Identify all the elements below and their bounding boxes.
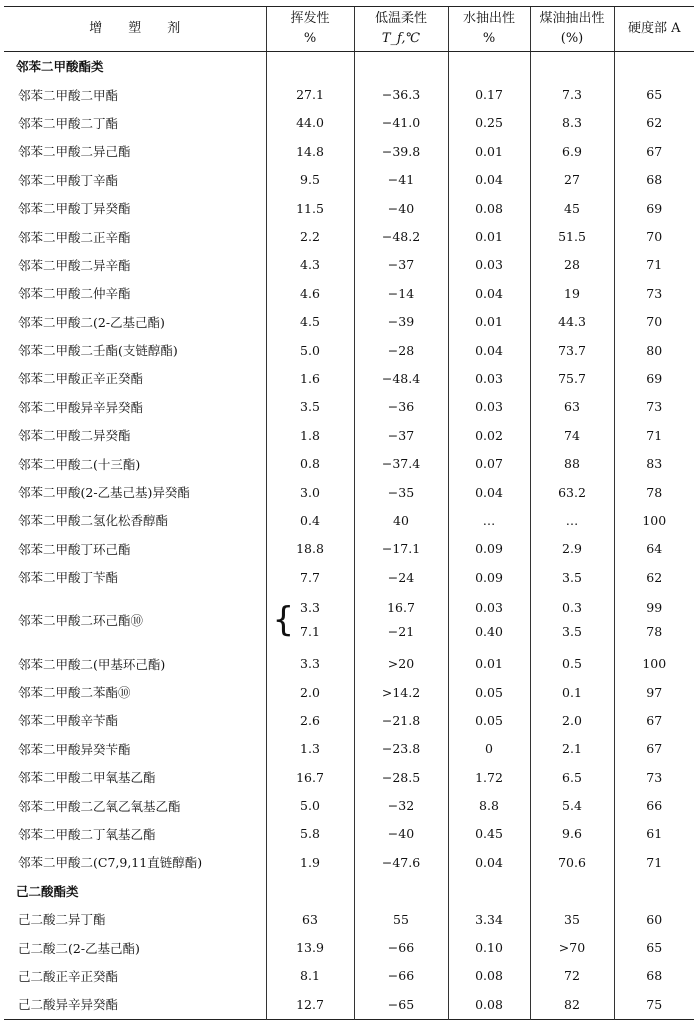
low-temp-cell: −41 — [354, 166, 448, 194]
low-temp-cell: −36.3 — [354, 80, 448, 108]
hardness-cell — [614, 591, 694, 649]
low-temp-cell: −47.6 — [354, 848, 448, 876]
kerosene-extraction-cell: 63.2 — [530, 478, 614, 506]
low-temp-cell: −21.8 — [354, 706, 448, 734]
hardness-cell: 80 — [614, 336, 694, 364]
hardness-cell: 71 — [614, 421, 694, 449]
table-row — [4, 80, 694, 108]
hardness-cell: 73 — [614, 279, 694, 307]
volatility-cell: 18.8 — [266, 535, 354, 563]
table-row — [4, 109, 694, 137]
water-extraction-cell: 1.72 — [448, 763, 530, 791]
kerosene-extraction-cell: 5.4 — [530, 791, 614, 819]
plasticizer-table-container — [4, 6, 694, 1020]
volatility-cell: 0.8 — [266, 449, 354, 477]
hardness-cell: 64 — [614, 535, 694, 563]
empty-cell — [530, 52, 614, 81]
table-row — [4, 678, 694, 706]
low-temp-cell: −66 — [354, 933, 448, 961]
plasticizer-name: 己二酸正辛正癸酯 — [18, 968, 119, 984]
low-temp-cell: −28.5 — [354, 763, 448, 791]
water-extraction-cell: 0.01 — [448, 649, 530, 677]
water-extraction-cell: 0.08 — [448, 194, 530, 222]
kerosene-extraction-cell: 70.6 — [530, 848, 614, 876]
volatility-cell: 2.2 — [266, 222, 354, 250]
kerosene-extraction-cell: 0.5 — [530, 649, 614, 677]
volatility-cell: 4.3 — [266, 251, 354, 279]
low-temp-cell: −39 — [354, 308, 448, 336]
water-extraction-cell: 0.01 — [448, 137, 530, 165]
water-extraction-cell: 0.04 — [448, 848, 530, 876]
low-temp-cell: −48.2 — [354, 222, 448, 250]
water-extraction-cell: 0.05 — [448, 678, 530, 706]
hardness-cell: 70 — [614, 308, 694, 336]
table-row — [4, 848, 694, 876]
plasticizer-name: 邻苯二甲酸异辛异癸酯 — [18, 399, 144, 415]
kerosene-extraction-cell: 72 — [530, 962, 614, 990]
volatility-cell: 5.0 — [266, 791, 354, 819]
water-extraction-cell: 0.10 — [448, 933, 530, 961]
plasticizer-name: 邻苯二甲酸二壬酯(支链醇酯) — [18, 343, 178, 359]
hardness-cell: 97 — [614, 678, 694, 706]
water-extraction-cell: 0.03 — [448, 364, 530, 392]
hardness-cell: 69 — [614, 194, 694, 222]
hardness-cell: 71 — [614, 848, 694, 876]
hardness-cell: 66 — [614, 791, 694, 819]
empty-cell — [614, 877, 694, 905]
header-low-temp-flexibility: 低温柔性 T_f,℃ — [354, 7, 448, 52]
hardness-cell: 68 — [614, 166, 694, 194]
kerosene-extraction-cell: 28 — [530, 251, 614, 279]
kerosene-extraction-cell: … — [530, 506, 614, 534]
header-hardness: 硬度部 A — [614, 7, 694, 52]
plasticizer-name: 邻苯二甲酸异癸苄酯 — [18, 741, 131, 757]
volatility-cell: 16.7 — [266, 763, 354, 791]
water-extraction-cell — [448, 591, 530, 649]
plasticizer-name: 邻苯二甲酸二甲氧基乙酯 — [18, 770, 156, 786]
table-row — [4, 706, 694, 734]
hardness-cell: 100 — [614, 649, 694, 677]
table-row — [4, 535, 694, 563]
kerosene-extraction-cell: 2.9 — [530, 535, 614, 563]
water-extraction-cell: 0.08 — [448, 990, 530, 1019]
table-row — [4, 137, 694, 165]
kerosene-extraction-cell: 2.1 — [530, 735, 614, 763]
hardness-cell: 65 — [614, 80, 694, 108]
water-extraction-cell: 0.17 — [448, 80, 530, 108]
plasticizer-name: 邻苯二甲酸二(甲基环己酯) — [18, 656, 166, 672]
hardness-cell: 73 — [614, 393, 694, 421]
hardness-cell: 65 — [614, 933, 694, 961]
plasticizer-name: 邻苯二甲酸二异辛酯 — [18, 257, 131, 273]
plasticizer-name: 己二酸二异丁酯 — [18, 912, 106, 928]
table-row — [4, 649, 694, 677]
table-row — [4, 933, 694, 961]
empty-cell — [448, 877, 530, 905]
kerosene-extraction-cell: 9.6 — [530, 820, 614, 848]
volatility-cell: 0.4 — [266, 506, 354, 534]
hardness-value: 78 — [646, 624, 663, 640]
table-header — [4, 7, 694, 52]
hardness-cell: 75 — [614, 990, 694, 1019]
volatility-cell: 13.9 — [266, 933, 354, 961]
hardness-cell: 67 — [614, 706, 694, 734]
empty-cell — [614, 52, 694, 81]
empty-cell — [530, 877, 614, 905]
water-extraction-cell: 0.04 — [448, 279, 530, 307]
low-temp-cell: >14.2 — [354, 678, 448, 706]
volatility-cell: 1.6 — [266, 364, 354, 392]
table-row — [4, 251, 694, 279]
water-extraction-cell: 0.08 — [448, 962, 530, 990]
empty-cell — [354, 877, 448, 905]
plasticizer-name: 邻苯二甲酸二甲酯 — [18, 87, 119, 103]
water-extraction-cell: 3.34 — [448, 905, 530, 933]
kerosene-extraction-cell: 75.7 — [530, 364, 614, 392]
table-row — [4, 478, 694, 506]
plasticizer-name: 邻苯二甲酸二异癸酯 — [18, 428, 131, 444]
plasticizer-properties-table — [4, 6, 694, 1020]
hardness-cell: 61 — [614, 820, 694, 848]
water-extraction-cell: 0.03 — [448, 393, 530, 421]
kerosene-extraction-cell: 6.9 — [530, 137, 614, 165]
volatility-cell: 1.3 — [266, 735, 354, 763]
volatility-cell: 4.5 — [266, 308, 354, 336]
kerosene-extraction-cell: 73.7 — [530, 336, 614, 364]
table-row — [4, 735, 694, 763]
low-temp-cell: −48.4 — [354, 364, 448, 392]
plasticizer-name: 邻苯二甲酸二(C7,9,11直链醇酯) — [18, 855, 203, 871]
kerosene-extraction-cell: 63 — [530, 393, 614, 421]
table-row — [4, 563, 694, 591]
volatility-cell: 27.1 — [266, 80, 354, 108]
plasticizer-name: 邻苯二甲酸正辛正癸酯 — [18, 371, 144, 387]
volatility-cell: 8.1 — [266, 962, 354, 990]
table-row — [4, 591, 694, 649]
low-temp-cell: −36 — [354, 393, 448, 421]
hardness-cell: 69 — [614, 364, 694, 392]
water-extraction-cell: 0.05 — [448, 706, 530, 734]
plasticizer-name: 邻苯二甲酸丁异癸酯 — [18, 201, 131, 217]
hardness-cell: 78 — [614, 478, 694, 506]
kerosene-extraction-cell: 19 — [530, 279, 614, 307]
water-extraction-cell: … — [448, 506, 530, 534]
plasticizer-name: 邻苯二甲酸(2-乙基己基)异癸酯 — [18, 485, 190, 501]
kerosene-extraction-cell: 27 — [530, 166, 614, 194]
water-extraction-cell: 0.04 — [448, 478, 530, 506]
plasticizer-name: 邻苯二甲酸辛苄酯 — [18, 713, 119, 729]
table-row — [4, 279, 694, 307]
volatility-cell: 14.8 — [266, 137, 354, 165]
kerosene-extraction-cell: 35 — [530, 905, 614, 933]
volatility-cell: 9.5 — [266, 166, 354, 194]
plasticizer-name: 邻苯二甲酸二(十三酯) — [18, 456, 141, 472]
volatility-cell: 12.7 — [266, 990, 354, 1019]
section-title: 己二酸酯类 — [16, 883, 79, 899]
volatility-cell: 3.3 — [266, 649, 354, 677]
plasticizer-name: 邻苯二甲酸二丁氧基乙酯 — [18, 826, 156, 842]
water-extraction-cell: 0.45 — [448, 820, 530, 848]
empty-cell — [266, 52, 354, 81]
water-extraction-cell: 0.25 — [448, 109, 530, 137]
kerosene-extraction-cell: 6.5 — [530, 763, 614, 791]
hardness-cell: 60 — [614, 905, 694, 933]
plasticizer-name: 己二酸二(2-乙基己酯) — [18, 940, 140, 956]
plasticizer-name: 邻苯二甲酸二(2-乙基己酯) — [18, 314, 165, 330]
plasticizer-name: 邻苯二甲酸二氢化松香醇酯 — [18, 513, 169, 529]
water-extraction-cell: 0.04 — [448, 166, 530, 194]
volatility-cell: 63 — [266, 905, 354, 933]
low-temp-cell: −40 — [354, 194, 448, 222]
low-temp-cell: 55 — [354, 905, 448, 933]
water-extraction-cell: 0.09 — [448, 563, 530, 591]
low-temp-value: 16.7 — [387, 600, 415, 616]
table-row — [4, 449, 694, 477]
table-row — [4, 166, 694, 194]
kerosene-extraction-cell: 8.3 — [530, 109, 614, 137]
empty-cell — [448, 52, 530, 81]
plasticizer-name: 邻苯二甲酸丁苄酯 — [18, 570, 119, 586]
volatility-cell: 3.0 — [266, 478, 354, 506]
low-temp-cell: −66 — [354, 962, 448, 990]
low-temp-cell: −37 — [354, 421, 448, 449]
kerosene-extraction-cell: 2.0 — [530, 706, 614, 734]
kerosene-extraction-cell: 74 — [530, 421, 614, 449]
low-temp-cell: −24 — [354, 563, 448, 591]
plasticizer-name: 己二酸异辛异癸酯 — [18, 997, 119, 1013]
table-row — [4, 820, 694, 848]
hardness-cell: 67 — [614, 735, 694, 763]
kerosene-extraction-cell: 3.5 — [530, 563, 614, 591]
water-extraction-cell: 0 — [448, 735, 530, 763]
water-extraction-value: 0.40 — [475, 624, 503, 640]
header-plasticizer: 增 塑 剂 — [4, 7, 266, 52]
table-row — [4, 336, 694, 364]
table-row — [4, 308, 694, 336]
kerosene-extraction-value: 3.5 — [562, 624, 582, 640]
hardness-cell: 100 — [614, 506, 694, 534]
kerosene-extraction-cell: >70 — [530, 933, 614, 961]
plasticizer-name: 邻苯二甲酸二丁酯 — [18, 115, 119, 131]
header-kerosene-extraction: 煤油抽出性 (%) — [530, 7, 614, 52]
table-row — [4, 506, 694, 534]
plasticizer-name: 邻苯二甲酸二异己酯 — [18, 144, 131, 160]
low-temp-cell: −17.1 — [354, 535, 448, 563]
water-extraction-cell: 0.02 — [448, 421, 530, 449]
volatility-cell: 44.0 — [266, 109, 354, 137]
kerosene-extraction-cell — [530, 591, 614, 649]
section-row — [4, 52, 694, 81]
water-extraction-cell: 0.01 — [448, 222, 530, 250]
low-temp-value: −21 — [387, 624, 415, 640]
plasticizer-name: 邻苯二甲酸二环己酯⑩ — [18, 613, 144, 629]
low-temp-cell: −28 — [354, 336, 448, 364]
volatility-value: 7.1 — [300, 624, 320, 640]
low-temp-cell: −14 — [354, 279, 448, 307]
table-body — [4, 52, 694, 1020]
brace-mark: { — [272, 600, 295, 641]
low-temp-cell: −39.8 — [354, 137, 448, 165]
low-temp-cell: −65 — [354, 990, 448, 1019]
hardness-cell: 70 — [614, 222, 694, 250]
low-temp-cell: −32 — [354, 791, 448, 819]
volatility-cell: 7.7 — [266, 563, 354, 591]
header-volatility: 挥发性 % — [266, 7, 354, 52]
section-title: 邻苯二甲酸酯类 — [16, 59, 104, 75]
plasticizer-name: 邻苯二甲酸二苯酯⑩ — [18, 685, 131, 700]
kerosene-extraction-cell: 82 — [530, 990, 614, 1019]
volatility-cell: 2.0 — [266, 678, 354, 706]
header-water-extraction: 水抽出性 % — [448, 7, 530, 52]
volatility-cell: 1.8 — [266, 421, 354, 449]
kerosene-extraction-value: 0.3 — [562, 600, 582, 616]
plasticizer-name: 邻苯二甲酸二正辛酯 — [18, 229, 131, 245]
water-extraction-cell: 0.04 — [448, 336, 530, 364]
hardness-cell: 68 — [614, 962, 694, 990]
volatility-cell: 11.5 — [266, 194, 354, 222]
kerosene-extraction-cell: 7.3 — [530, 80, 614, 108]
table-row — [4, 222, 694, 250]
low-temp-cell: −37 — [354, 251, 448, 279]
water-extraction-value: 0.03 — [475, 600, 503, 616]
section-row — [4, 877, 694, 905]
volatility-cell: 5.0 — [266, 336, 354, 364]
water-extraction-cell: 8.8 — [448, 791, 530, 819]
kerosene-extraction-cell: 51.5 — [530, 222, 614, 250]
hardness-cell: 73 — [614, 763, 694, 791]
empty-cell — [266, 877, 354, 905]
volatility-cell: 4.6 — [266, 279, 354, 307]
table-row — [4, 905, 694, 933]
table-row — [4, 791, 694, 819]
volatility-value: 3.3 — [300, 600, 320, 616]
kerosene-extraction-cell: 0.1 — [530, 678, 614, 706]
plasticizer-name: 邻苯二甲酸丁环己酯 — [18, 541, 131, 557]
low-temp-cell: −35 — [354, 478, 448, 506]
hardness-value: 99 — [646, 600, 663, 616]
plasticizer-name: 邻苯二甲酸二乙氧乙氧基乙酯 — [18, 798, 181, 814]
volatility-cell: 2.6 — [266, 706, 354, 734]
table-row — [4, 194, 694, 222]
hardness-cell: 62 — [614, 563, 694, 591]
table-row — [4, 393, 694, 421]
water-extraction-cell: 0.07 — [448, 449, 530, 477]
water-extraction-cell: 0.01 — [448, 308, 530, 336]
table-row — [4, 364, 694, 392]
low-temp-cell: −41.0 — [354, 109, 448, 137]
low-temp-cell: >20 — [354, 649, 448, 677]
plasticizer-name: 邻苯二甲酸二仲辛酯 — [18, 286, 131, 302]
table-row — [4, 990, 694, 1019]
volatility-cell: 5.8 — [266, 820, 354, 848]
volatility-cell: 3.5 — [266, 393, 354, 421]
table-row — [4, 962, 694, 990]
table-row — [4, 763, 694, 791]
low-temp-cell: −23.8 — [354, 735, 448, 763]
empty-cell — [354, 52, 448, 81]
hardness-cell: 83 — [614, 449, 694, 477]
low-temp-cell: −40 — [354, 820, 448, 848]
kerosene-extraction-cell: 44.3 — [530, 308, 614, 336]
kerosene-extraction-cell: 88 — [530, 449, 614, 477]
kerosene-extraction-cell: 45 — [530, 194, 614, 222]
hardness-cell: 71 — [614, 251, 694, 279]
low-temp-cell — [354, 591, 448, 649]
plasticizer-name: 邻苯二甲酸丁辛酯 — [18, 172, 119, 188]
water-extraction-cell: 0.09 — [448, 535, 530, 563]
volatility-cell: 1.9 — [266, 848, 354, 876]
low-temp-cell: 40 — [354, 506, 448, 534]
hardness-cell: 62 — [614, 109, 694, 137]
table-row — [4, 421, 694, 449]
hardness-cell: 67 — [614, 137, 694, 165]
water-extraction-cell: 0.03 — [448, 251, 530, 279]
low-temp-cell: −37.4 — [354, 449, 448, 477]
volatility-cell — [266, 591, 354, 649]
